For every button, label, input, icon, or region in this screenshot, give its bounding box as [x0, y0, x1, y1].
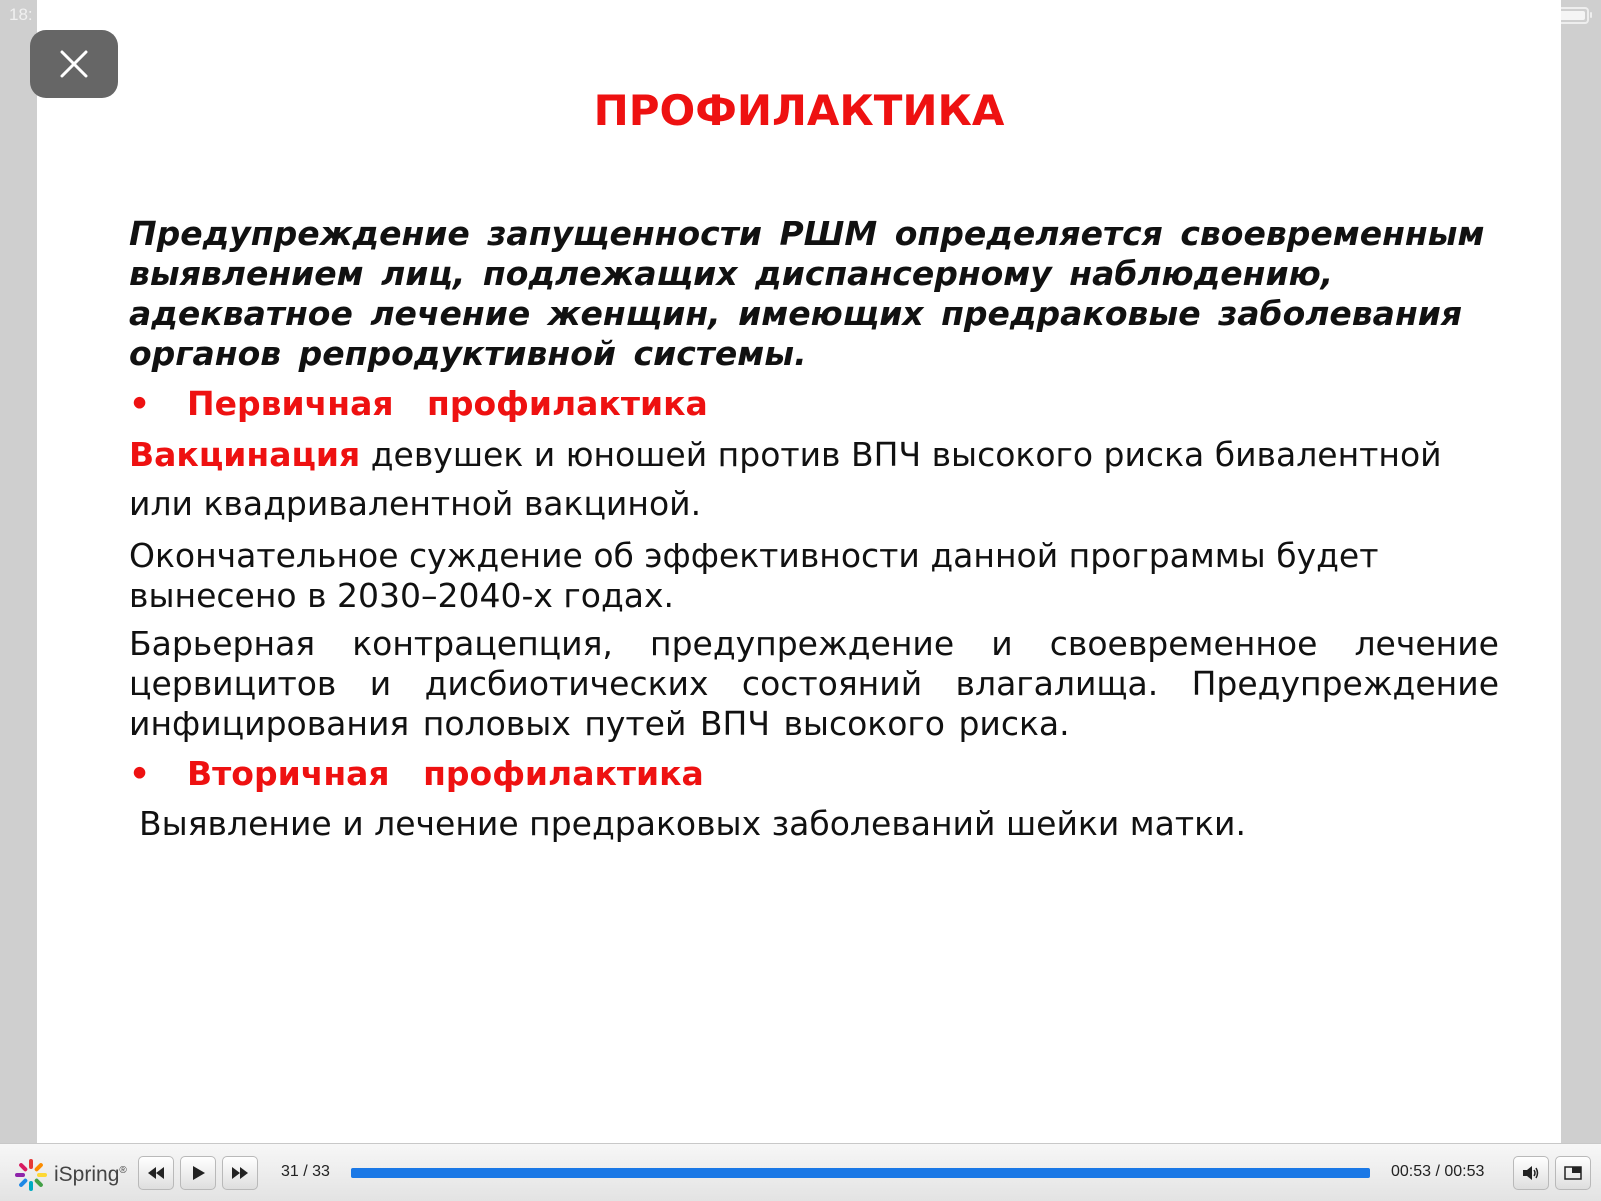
- fast-forward-icon: [231, 1164, 249, 1182]
- slide-counter: 31 / 33: [281, 1163, 330, 1180]
- fullscreen-icon: [1564, 1164, 1582, 1182]
- player-toolbar: [0, 1143, 1601, 1201]
- slide-content: [129, 214, 1499, 844]
- vaccination-label: Вакцинация: [129, 435, 361, 474]
- bullet-marker: •: [129, 754, 151, 793]
- ispring-logo-text: iSpring®: [54, 1163, 127, 1186]
- barrier-paragraph: Барьерная контрацепция, предупреждение и своевременное лечение цервицитов и дисбиотических состояний влагалища. Предупреждение инфицирования половых путей ВПЧ высокого риска.: [129, 624, 1499, 743]
- intro-paragraph: Предупреждение запущенности РШМ определяется своевременным выявлением лиц, подлежащих диспансерному наблюдению, адекватное лечение женщин, имеющих предраковые заболевания органов репродуктивной системы.: [129, 214, 1485, 373]
- slide-canvas: [37, 0, 1561, 1143]
- evaluation-paragraph: Окончательное суждение об эффективности данной программы будет вынесено в 2030–2040-х годах.: [129, 536, 1379, 615]
- ispring-logo-icon: [14, 1158, 48, 1192]
- volume-icon: [1522, 1164, 1540, 1182]
- secondary-prevention-bullet: [129, 754, 1499, 794]
- rewind-icon: [147, 1164, 165, 1182]
- volume-button[interactable]: [1513, 1156, 1549, 1190]
- slide-title: ПРОФИЛАКТИКА: [593, 86, 1005, 135]
- ispring-logo: [14, 1158, 127, 1192]
- secondary-paragraph: Выявление и лечение предраковых заболеваний шейки матки.: [139, 804, 1246, 843]
- primary-prevention-bullet: [129, 384, 1499, 424]
- previous-slide-button[interactable]: [138, 1156, 174, 1190]
- fullscreen-button[interactable]: [1555, 1156, 1591, 1190]
- play-button[interactable]: [180, 1156, 216, 1190]
- logo-mark: ®: [119, 1165, 127, 1176]
- progress-fill: [351, 1168, 1370, 1178]
- secondary-prevention-heading: Вторичная профилактика: [187, 754, 704, 793]
- status-time: 18:: [9, 5, 33, 24]
- time-readout: 00:53 / 00:53: [1391, 1163, 1485, 1180]
- close-icon: [60, 50, 88, 78]
- play-icon: [189, 1164, 207, 1182]
- primary-prevention-heading: Первичная профилактика: [187, 384, 708, 423]
- next-slide-button[interactable]: [222, 1156, 258, 1190]
- close-button[interactable]: [30, 30, 118, 98]
- bullet-marker: •: [129, 384, 151, 423]
- vaccination-paragraph: [129, 430, 1499, 528]
- vaccination-text: девушек и юношей против ВПЧ высокого риска бивалентной или квадривалентной вакциной.: [129, 435, 1442, 523]
- progress-bar[interactable]: [351, 1168, 1370, 1178]
